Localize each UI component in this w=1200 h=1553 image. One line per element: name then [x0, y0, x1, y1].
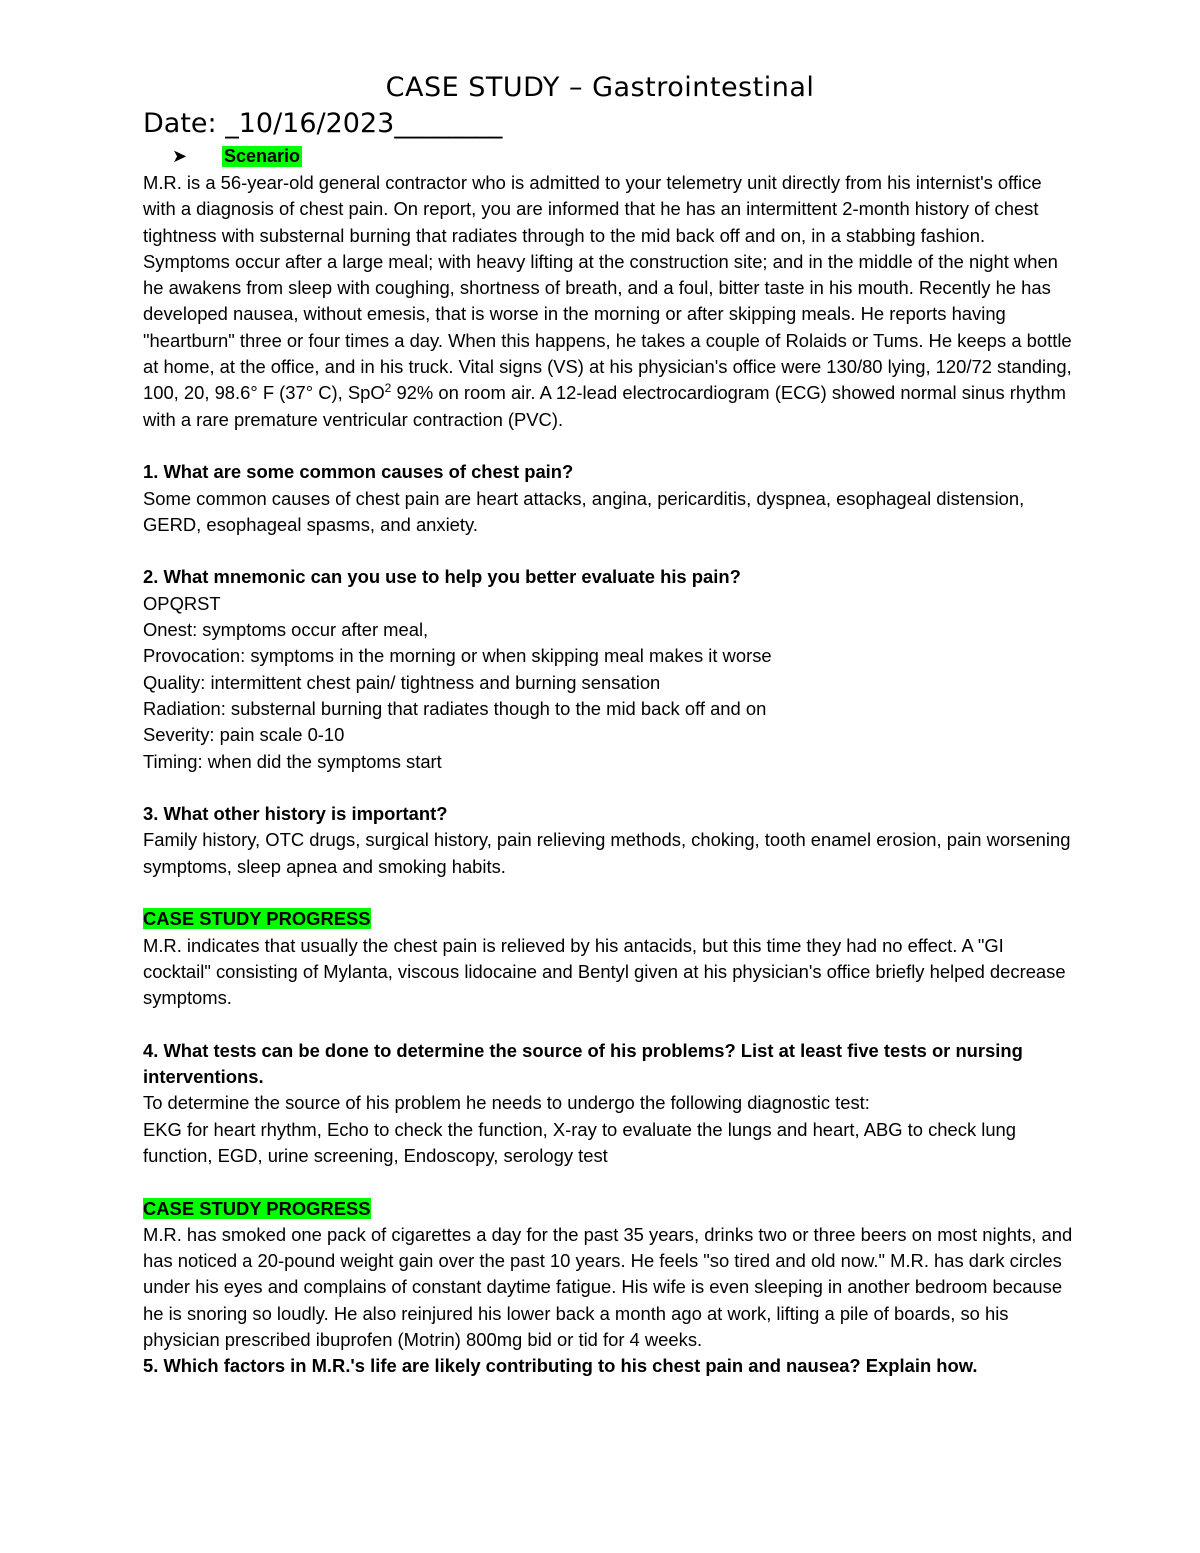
date-line: Date: _10/16/2023________: [143, 108, 503, 139]
scenario-heading: [172, 144, 302, 168]
answer-2-line: Radiation: substernal burning that radiates though to the mid back off and on: [143, 697, 767, 719]
case-study-progress-label-2: CASE STUDY PROGRESS: [143, 1197, 371, 1219]
scenario-text-b: 92% on room air. A 12-lead electrocardiogram (ECG) showed normal sinus rhythm with a rare premature ventricular contraction (PVC).: [143, 382, 1066, 430]
document-body: [143, 170, 1073, 1380]
answer-4-tests: EKG for heart rhythm, Echo to check the function, X-ray to evaluate the lungs and heart, ABG to check lung function, EGD, urine screening, Endoscopy, serology test: [143, 1118, 1017, 1166]
progress-text-2: M.R. has smoked one pack of cigarettes a day for the past 35 years, drinks two or three beers on most nights, and has noticed a 20-pound weight gain over the past 10 years. He feels "so tired and old now." M.R. has dark circles under his eyes and complains of constant daytime fatigue. His wife is even sleeping in another bedroom because he is snoring so loudly. He also reinjured his lower back a month ago at work, lifting a pile of boards, so his physician prescribed ibuprofen (Motrin) 800mg bid or tid for 4 weeks.: [143, 1223, 1073, 1351]
answer-2-line: Severity: pain scale 0-10: [143, 724, 345, 746]
spo2-superscript: 2: [384, 381, 392, 396]
case-study-progress-label-1: CASE STUDY PROGRESS: [143, 908, 371, 930]
question-5: 5. Which factors in M.R.'s life are likely contributing to his chest pain and nausea? Explain how.: [143, 1355, 978, 1377]
answer-2-line: Onest: symptoms occur after meal,: [143, 619, 429, 641]
question-4: 4. What tests can be done to determine the source of his problems? List at least five tests or nursing interventions.: [143, 1039, 1023, 1088]
question-2: 2. What mnemonic can you use to help you better evaluate his pain?: [143, 566, 741, 588]
document-title: CASE STUDY – Gastrointestinal: [385, 72, 815, 103]
answer-4-intro: To determine the source of his problem he needs to undergo the following diagnostic test:: [143, 1092, 870, 1114]
answer-1: Some common causes of chest pain are heart attacks, angina, pericarditis, dyspnea, esophageal distension, GERD, esophageal spasms, and anxiety.: [143, 487, 1025, 535]
answer-2-line: OPQRST: [143, 592, 221, 614]
scenario-paragraph: [143, 170, 1073, 433]
question-3: 3. What other history is important?: [143, 803, 448, 825]
arrow-bullet-icon: ➤: [172, 145, 188, 166]
answer-3: Family history, OTC drugs, surgical history, pain relieving methods, choking, tooth enamel erosion, pain worsening symptoms, sleep apnea and smoking habits.: [143, 829, 1071, 877]
answer-2-line: Provocation: symptoms in the morning or when skipping meal makes it worse: [143, 645, 772, 667]
progress-text-1: M.R. indicates that usually the chest pain is relieved by his antacids, but this time they had no effect. A "GI cocktail" consisting of Mylanta, viscous lidocaine and Bentyl given at his physician's office briefly helped decrease symptoms.: [143, 934, 1066, 1009]
question-1: 1. What are some common causes of chest pain?: [143, 461, 574, 483]
scenario-text-a: M.R. is a 56-year-old general contractor who is admitted to your telemetry unit directly from his internist's office with a diagnosis of chest pain. On report, you are informed that he has an intermittent 2-month history of chest tightness with substernal burning that radiates through to the mid back off and on, in a stabbing fashion. Symptoms occur after a large meal; with heavy lifting at the construction site; and in the middle of the night when he awakens from sleep with coughing, shortness of breath, and a foul, bitter taste in his mouth. Recently he has developed nausea, without emesis, that is worse in the morning or after skipping meals. He reports having "heartburn" three or four times a day. When this happens, he takes a couple of Rolaids or Tums. He keeps a bottle at home, at the office, and in his truck. Vital signs (VS) at his physician's office were 130/80 lying, 120/72 standing, 100, 20, 98.6° F (37° C), SpO: [143, 172, 1072, 404]
answer-2-line: Quality: intermittent chest pain/ tightness and burning sensation: [143, 671, 661, 693]
answer-2-line: Timing: when did the symptoms start: [143, 750, 442, 772]
scenario-label: Scenario: [224, 145, 301, 166]
